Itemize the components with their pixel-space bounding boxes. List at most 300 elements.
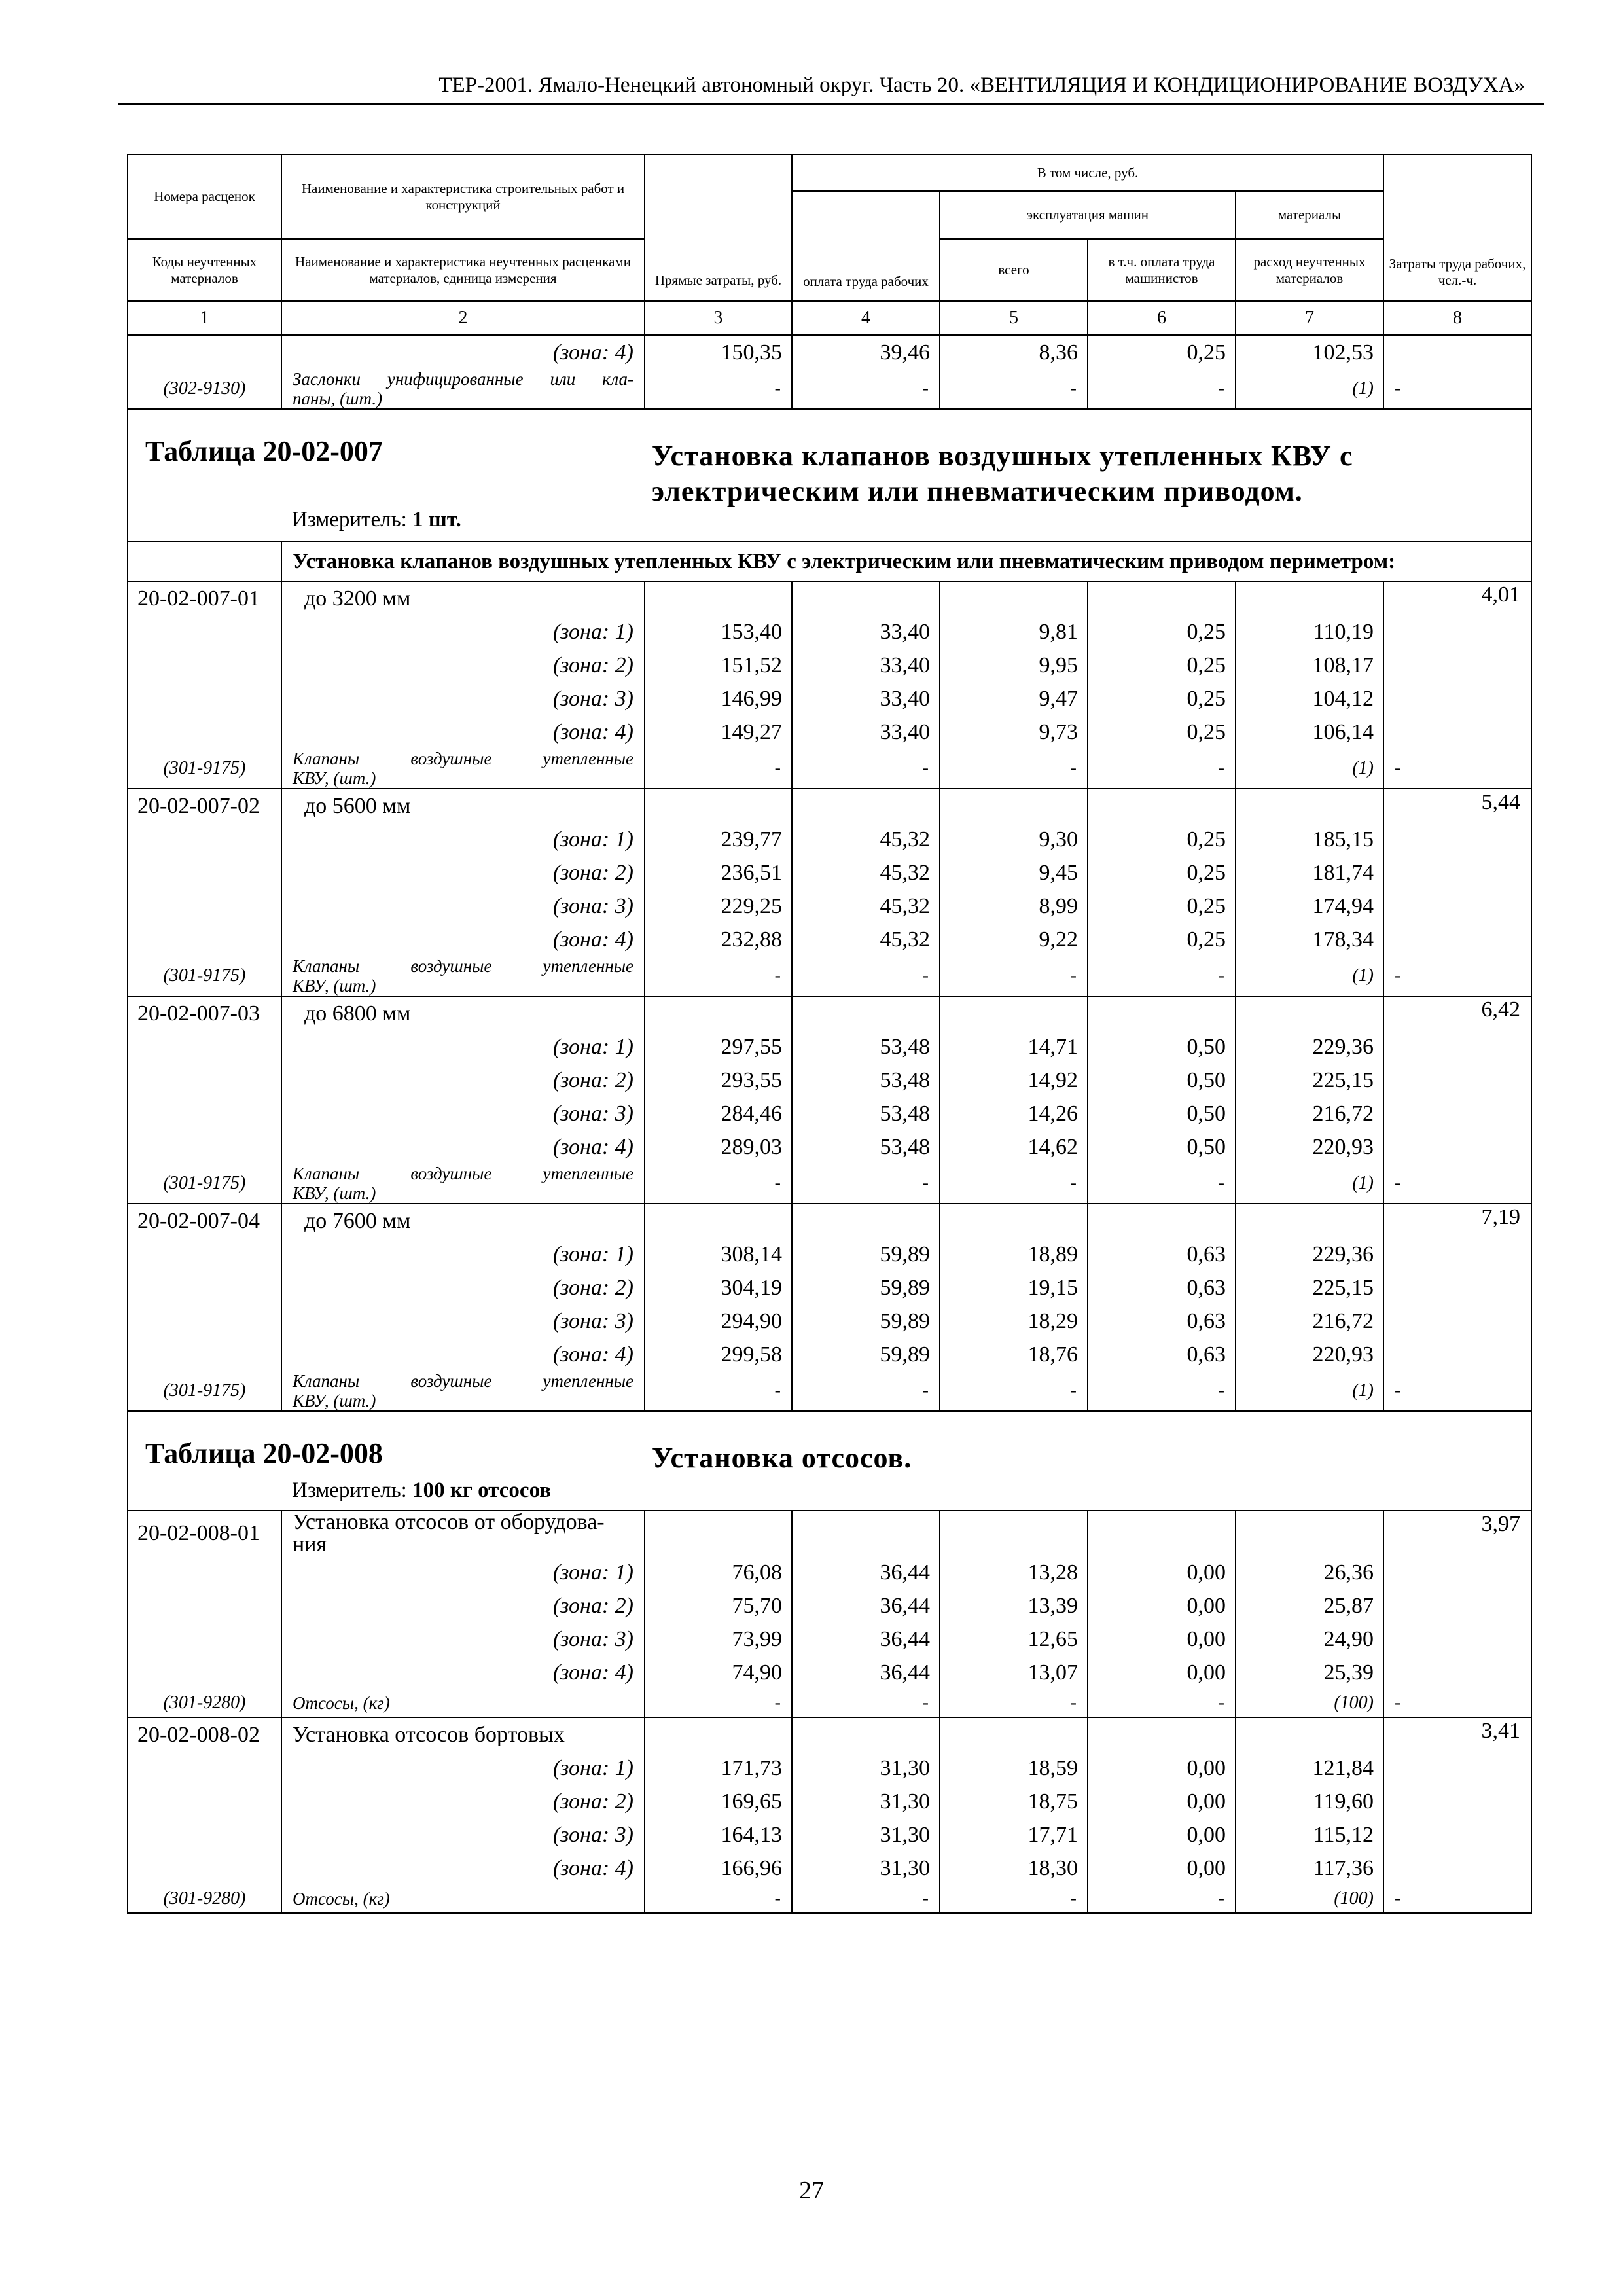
operator-pay: 0,50: [1088, 1064, 1236, 1097]
empty-cell: [1088, 789, 1236, 823]
direct-cost: 151,52: [645, 649, 792, 682]
direct-cost: 304,19: [645, 1271, 792, 1304]
material-name-line2: КВУ, (шт.): [293, 768, 376, 788]
code-cell: [128, 335, 281, 369]
zone-row: [128, 1338, 1531, 1371]
machine-total: 18,89: [940, 1238, 1088, 1271]
operator-pay: 0,25: [1088, 649, 1236, 682]
worker-pay: 31,30: [792, 1785, 940, 1818]
material-code: (301-9175): [128, 1164, 281, 1204]
zone-label: (зона: 1): [281, 1556, 645, 1589]
running-header: [118, 65, 1544, 105]
meter-value: 1 шт.: [412, 508, 461, 531]
table-title: Установка отсосов.: [652, 1442, 912, 1474]
machine-total: 18,29: [940, 1304, 1088, 1338]
worker-pay: 53,48: [792, 1064, 940, 1097]
zone-label: (зона: 2): [281, 649, 645, 682]
material-name: [281, 956, 645, 996]
operator-pay: 0,63: [1088, 1338, 1236, 1371]
labor-cell: [1383, 889, 1531, 923]
direct-cost: 229,25: [645, 889, 792, 923]
worker-pay: 59,89: [792, 1271, 940, 1304]
zone-row: [128, 1030, 1531, 1064]
dash-cell: -: [1088, 1689, 1236, 1717]
labor-cost: 6,42: [1383, 996, 1531, 1030]
code-cell: [128, 1097, 281, 1130]
col-num: 7: [1236, 301, 1383, 335]
worker-pay: 45,32: [792, 923, 940, 956]
direct-cost: 294,90: [645, 1304, 792, 1338]
operator-pay: 0,00: [1088, 1818, 1236, 1852]
material-name: Отсосы, (кг): [281, 1885, 645, 1913]
empty-cell: [645, 581, 792, 615]
item-code: 20-02-007-02: [128, 789, 281, 823]
item-row: [128, 996, 1531, 1030]
zone-label: (зона: 1): [281, 1751, 645, 1785]
item-name: до 7600 мм: [281, 1204, 645, 1238]
empty-cell: [792, 581, 940, 615]
dash-cell: -: [645, 1885, 792, 1913]
code-cell: [128, 1338, 281, 1371]
materials: 119,60: [1236, 1785, 1383, 1818]
worker-pay: 31,30: [792, 1751, 940, 1785]
labor-dash: -: [1383, 1689, 1531, 1717]
empty-cell: [792, 1511, 940, 1556]
col-num: 4: [792, 301, 940, 335]
zone-label: (зона: 4): [281, 1338, 645, 1371]
labor-cell: [1383, 856, 1531, 889]
machine-total: 13,07: [940, 1656, 1088, 1689]
code-cell: [128, 1818, 281, 1852]
machine-total: 9,47: [940, 682, 1088, 715]
meter: [292, 1477, 551, 1503]
zone-row: [128, 1751, 1531, 1785]
operator-pay: 0,63: [1088, 1271, 1236, 1304]
direct-cost: 149,27: [645, 715, 792, 749]
machine-total: 18,76: [940, 1338, 1088, 1371]
empty-cell: [792, 1204, 940, 1238]
empty-cell: [645, 1204, 792, 1238]
dash-cell: -: [645, 369, 792, 409]
direct-cost: 74,90: [645, 1656, 792, 1689]
operator-pay: 0,25: [1088, 335, 1236, 369]
materials: 185,15: [1236, 823, 1383, 856]
labor-dash: -: [1383, 956, 1531, 996]
direct-cost: 299,58: [645, 1338, 792, 1371]
material-qty: (1): [1236, 1371, 1383, 1411]
zone-row: [128, 1623, 1531, 1656]
operator-pay: 0,50: [1088, 1097, 1236, 1130]
head-col3: Прямые затраты, руб.: [645, 154, 792, 301]
worker-pay: 45,32: [792, 823, 940, 856]
dash-cell: -: [1088, 1164, 1236, 1204]
empty-cell: [1236, 996, 1383, 1030]
material-code: (302-9130): [128, 369, 281, 409]
table-title: Установка клапанов воздушных утепленных КВУ с электрическим или пневматическим приводом.: [652, 440, 1353, 507]
labor-cell: [1383, 615, 1531, 649]
zone-label: (зона: 2): [281, 856, 645, 889]
materials: 102,53: [1236, 335, 1383, 369]
material-name: [281, 1371, 645, 1411]
machine-total: 9,30: [940, 823, 1088, 856]
head-col6: в т.ч. оплата труда машинистов: [1088, 239, 1236, 301]
worker-pay: 33,40: [792, 715, 940, 749]
materials: 25,39: [1236, 1656, 1383, 1689]
direct-cost: 164,13: [645, 1818, 792, 1852]
material-qty: (100): [1236, 1885, 1383, 1913]
col-num: 3: [645, 301, 792, 335]
material-name-line1: Клапаны воздушные утепленные: [293, 956, 633, 976]
code-cell: [128, 889, 281, 923]
empty-cell: [645, 1717, 792, 1751]
operator-pay: 0,00: [1088, 1785, 1236, 1818]
table-title-box: [128, 1412, 1531, 1510]
material-code: (301-9175): [128, 1371, 281, 1411]
materials: 216,72: [1236, 1097, 1383, 1130]
meter-value: 100 кг отсосов: [412, 1479, 552, 1502]
head-col5: всего: [940, 239, 1088, 301]
operator-pay: 0,50: [1088, 1030, 1236, 1064]
materials: 229,36: [1236, 1238, 1383, 1271]
empty-cell: [940, 1717, 1088, 1751]
zone-label: (зона: 4): [281, 923, 645, 956]
empty-cell: [940, 789, 1088, 823]
code-cell: [128, 923, 281, 956]
machine-total: 18,30: [940, 1852, 1088, 1885]
worker-pay: 59,89: [792, 1304, 940, 1338]
machine-total: 14,71: [940, 1030, 1088, 1064]
zone-row: [128, 1656, 1531, 1689]
col-num: 2: [281, 301, 645, 335]
worker-pay: 45,32: [792, 889, 940, 923]
labor-cell: [1383, 1623, 1531, 1656]
dash-cell: -: [645, 1689, 792, 1717]
item-code: 20-02-007-04: [128, 1204, 281, 1238]
empty-cell: [1088, 1511, 1236, 1556]
labor-cell: [1383, 1556, 1531, 1589]
dash-cell: -: [645, 1164, 792, 1204]
material-name: [281, 749, 645, 789]
col-num: 1: [128, 301, 281, 335]
item-row: [128, 789, 1531, 823]
dash-cell: -: [792, 1689, 940, 1717]
empty-cell: [1088, 1717, 1236, 1751]
operator-pay: 0,25: [1088, 823, 1236, 856]
labor-dash: -: [1383, 1885, 1531, 1913]
operator-pay: 0,50: [1088, 1130, 1236, 1164]
code-cell: [128, 1064, 281, 1097]
head-machines: эксплуатация машин: [940, 191, 1236, 239]
zone-label: (зона: 4): [281, 1852, 645, 1885]
operator-pay: 0,25: [1088, 715, 1236, 749]
labor-cell: [1383, 1338, 1531, 1371]
zone-row: [128, 1818, 1531, 1852]
labor-dash: -: [1383, 749, 1531, 789]
head-materials: материалы: [1236, 191, 1383, 239]
worker-pay: 45,32: [792, 856, 940, 889]
dash-cell: -: [645, 1371, 792, 1411]
dash-cell: -: [940, 1885, 1088, 1913]
zone-row: [128, 856, 1531, 889]
labor-cell: [1383, 923, 1531, 956]
item-row: [128, 581, 1531, 615]
head-col1-top: Номера расценок: [128, 154, 281, 239]
t008-title-cell: [128, 1411, 1531, 1511]
subhead-text: Установка клапанов воздушных утепленных КВУ с электрическим или пневматическим приводом периметром:: [281, 541, 1531, 581]
operator-pay: 0,00: [1088, 1556, 1236, 1589]
zone-row: [128, 1589, 1531, 1623]
materials: 115,12: [1236, 1818, 1383, 1852]
labor-cell: [1383, 1818, 1531, 1852]
labor-cost: 3,41: [1383, 1717, 1531, 1751]
head-col1-bottom: Коды неучтенных материалов: [128, 239, 281, 301]
material-name-line2: паны, (шт.): [293, 389, 383, 408]
worker-pay: 39,46: [792, 335, 940, 369]
head-col8: Затраты труда рабочих, чел.-ч.: [1383, 154, 1531, 301]
operator-pay: 0,25: [1088, 615, 1236, 649]
operator-pay: 0,00: [1088, 1656, 1236, 1689]
machine-total: 18,75: [940, 1785, 1088, 1818]
code-cell: [128, 1030, 281, 1064]
subhead-row: [128, 541, 1531, 581]
table-number: Таблица 20-02-008: [145, 1437, 383, 1469]
labor-cell: [1383, 1785, 1531, 1818]
material-row: [128, 1164, 1531, 1204]
materials: 26,36: [1236, 1556, 1383, 1589]
head-col4: оплата труда рабочих: [792, 191, 940, 301]
zone-label: (зона: 3): [281, 1818, 645, 1852]
material-qty: (1): [1236, 1164, 1383, 1204]
empty-cell: [1236, 581, 1383, 615]
head-col2-top: Наименование и характеристика строительных работ и конструкций: [281, 154, 645, 239]
materials: 106,14: [1236, 715, 1383, 749]
dash-cell: -: [940, 1164, 1088, 1204]
operator-pay: 0,63: [1088, 1238, 1236, 1271]
labor-cost: 7,19: [1383, 1204, 1531, 1238]
zone-row: [128, 1238, 1531, 1271]
zone-row: [128, 649, 1531, 682]
empty-cell: [940, 996, 1088, 1030]
item-name: [281, 1511, 645, 1556]
zone-label: (зона: 1): [281, 823, 645, 856]
material-name: [281, 1164, 645, 1204]
worker-pay: 59,89: [792, 1338, 940, 1371]
dash-cell: -: [1088, 749, 1236, 789]
labor-cost: 4,01: [1383, 581, 1531, 615]
zone-row: [128, 889, 1531, 923]
worker-pay: 33,40: [792, 615, 940, 649]
t007-title-cell: [128, 409, 1531, 541]
zone-label: (зона: 4): [281, 1656, 645, 1689]
zone-row: [128, 923, 1531, 956]
head-col7: расход неучтенных материалов: [1236, 239, 1383, 301]
materials: 178,34: [1236, 923, 1383, 956]
labor-cell: [1383, 715, 1531, 749]
labor-dash: -: [1383, 369, 1531, 409]
empty-cell: [940, 581, 1088, 615]
material-code: (301-9280): [128, 1689, 281, 1717]
zone-label: (зона: 2): [281, 1064, 645, 1097]
direct-cost: 289,03: [645, 1130, 792, 1164]
zone-label: (зона: 1): [281, 1030, 645, 1064]
material-code: (301-9280): [128, 1885, 281, 1913]
operator-pay: 0,25: [1088, 856, 1236, 889]
worker-pay: 36,44: [792, 1623, 940, 1656]
machine-total: 14,26: [940, 1097, 1088, 1130]
material-name: [281, 369, 645, 409]
dash-cell: -: [940, 369, 1088, 409]
direct-cost: 146,99: [645, 682, 792, 715]
item-name: до 3200 мм: [281, 581, 645, 615]
labor-cell: [1383, 1030, 1531, 1064]
empty-cell: [792, 789, 940, 823]
zone-row: [128, 1097, 1531, 1130]
direct-cost: 169,65: [645, 1785, 792, 1818]
meter: [292, 507, 461, 533]
material-code: (301-9175): [128, 956, 281, 996]
dash-cell: -: [940, 1689, 1088, 1717]
machine-total: 9,22: [940, 923, 1088, 956]
item-name: Установка отсосов бортовых: [281, 1717, 645, 1751]
page-number: 27: [799, 2177, 824, 2204]
item-row: [128, 1717, 1531, 1751]
code-cell: [128, 1852, 281, 1885]
labor-cell: [1383, 649, 1531, 682]
direct-cost: 232,88: [645, 923, 792, 956]
table-title-box: [128, 410, 1531, 541]
machine-total: 19,15: [940, 1271, 1088, 1304]
head-col2-bottom: Наименование и характеристика неучтенных расценками материалов, единица измерения: [281, 239, 645, 301]
item-name: до 5600 мм: [281, 789, 645, 823]
dash-cell: -: [645, 749, 792, 789]
item-row: [128, 1511, 1531, 1556]
labor-cost: 5,44: [1383, 789, 1531, 823]
labor-cell: [1383, 1238, 1531, 1271]
zone-label: (зона: 3): [281, 1097, 645, 1130]
material-name-line2: КВУ, (шт.): [293, 1391, 376, 1410]
code-cell: [128, 682, 281, 715]
material-name-line1: Клапаны воздушные утепленные: [293, 1371, 633, 1391]
direct-cost: 76,08: [645, 1556, 792, 1589]
empty-cell: [1236, 789, 1383, 823]
item-code: 20-02-007-03: [128, 996, 281, 1030]
materials: 174,94: [1236, 889, 1383, 923]
item-row: [128, 1204, 1531, 1238]
zone-label: (зона: 3): [281, 1304, 645, 1338]
meter-label: Измеритель:: [292, 508, 413, 531]
operator-pay: 0,25: [1088, 923, 1236, 956]
t008-banner: [128, 1411, 1531, 1511]
code-cell: [128, 1589, 281, 1623]
dash-cell: -: [792, 749, 940, 789]
material-row: [128, 1885, 1531, 1913]
meter-label: Измеритель:: [292, 1479, 413, 1502]
machine-total: 17,71: [940, 1818, 1088, 1852]
item-code: 20-02-008-01: [128, 1511, 281, 1556]
material-row: [128, 1689, 1531, 1717]
materials: 121,84: [1236, 1751, 1383, 1785]
material-qty: (1): [1236, 749, 1383, 789]
dash-cell: -: [792, 1885, 940, 1913]
direct-cost: 166,96: [645, 1852, 792, 1885]
zone-row: [128, 1785, 1531, 1818]
machine-total: 18,59: [940, 1751, 1088, 1785]
operator-pay: 0,00: [1088, 1623, 1236, 1656]
materials: 25,87: [1236, 1589, 1383, 1623]
material-name-line2: КВУ, (шт.): [293, 1183, 376, 1203]
zone-label: (зона: 4): [281, 1130, 645, 1164]
worker-pay: 36,44: [792, 1589, 940, 1623]
materials: 104,12: [1236, 682, 1383, 715]
empty-cell: [1236, 1717, 1383, 1751]
materials: 225,15: [1236, 1271, 1383, 1304]
materials: 220,93: [1236, 1338, 1383, 1371]
subhead-code: [128, 541, 281, 581]
code-cell: [128, 1656, 281, 1689]
material-name-line1: Заслонки унифицированные или кла-: [293, 369, 633, 389]
machine-total: 14,62: [940, 1130, 1088, 1164]
empty-cell: [1236, 1204, 1383, 1238]
zone-label: (зона: 3): [281, 1623, 645, 1656]
direct-cost: 150,35: [645, 335, 792, 369]
dash-cell: -: [940, 749, 1088, 789]
direct-cost: 297,55: [645, 1030, 792, 1064]
worker-pay: 53,48: [792, 1030, 940, 1064]
material-row: [128, 369, 1531, 409]
code-cell: [128, 615, 281, 649]
zone-row: [128, 715, 1531, 749]
zone-row: [128, 823, 1531, 856]
labor-cell: [1383, 1097, 1531, 1130]
worker-pay: 31,30: [792, 1818, 940, 1852]
direct-cost: 153,40: [645, 615, 792, 649]
material-row: [128, 749, 1531, 789]
code-cell: [128, 1238, 281, 1271]
material-row: [128, 1371, 1531, 1411]
col-num: 8: [1383, 301, 1531, 335]
zone-row: [128, 682, 1531, 715]
zone-label: (зона: 2): [281, 1589, 645, 1623]
price-table: [127, 154, 1532, 1914]
empty-cell: [940, 1204, 1088, 1238]
col-num: 6: [1088, 301, 1236, 335]
empty-cell: [645, 789, 792, 823]
operator-pay: 0,25: [1088, 682, 1236, 715]
labor-cell: [1383, 1589, 1531, 1623]
direct-cost: 73,99: [645, 1623, 792, 1656]
code-cell: [128, 1556, 281, 1589]
empty-cell: [1088, 581, 1236, 615]
machine-total: 9,73: [940, 715, 1088, 749]
labor-dash: -: [1383, 1371, 1531, 1411]
direct-cost: 293,55: [645, 1064, 792, 1097]
zone-row: [128, 1852, 1531, 1885]
dash-cell: -: [940, 1371, 1088, 1411]
code-cell: [128, 1751, 281, 1785]
machine-total: 9,45: [940, 856, 1088, 889]
zone-row: [128, 335, 1531, 369]
dash-cell: -: [1088, 369, 1236, 409]
running-header-text: ТЕР-2001. Ямало-Ненецкий автономный округ. Часть 20. «ВЕНТИЛЯЦИЯ И КОНДИЦИОНИРОВАНИЕ ВОЗДУХА»: [438, 73, 1525, 97]
dash-cell: -: [645, 956, 792, 996]
code-cell: [128, 1130, 281, 1164]
materials: 216,72: [1236, 1304, 1383, 1338]
zone-label: (зона: 4): [281, 335, 645, 369]
dash-cell: -: [1088, 956, 1236, 996]
materials: 24,90: [1236, 1623, 1383, 1656]
materials: 181,74: [1236, 856, 1383, 889]
operator-pay: 0,00: [1088, 1751, 1236, 1785]
